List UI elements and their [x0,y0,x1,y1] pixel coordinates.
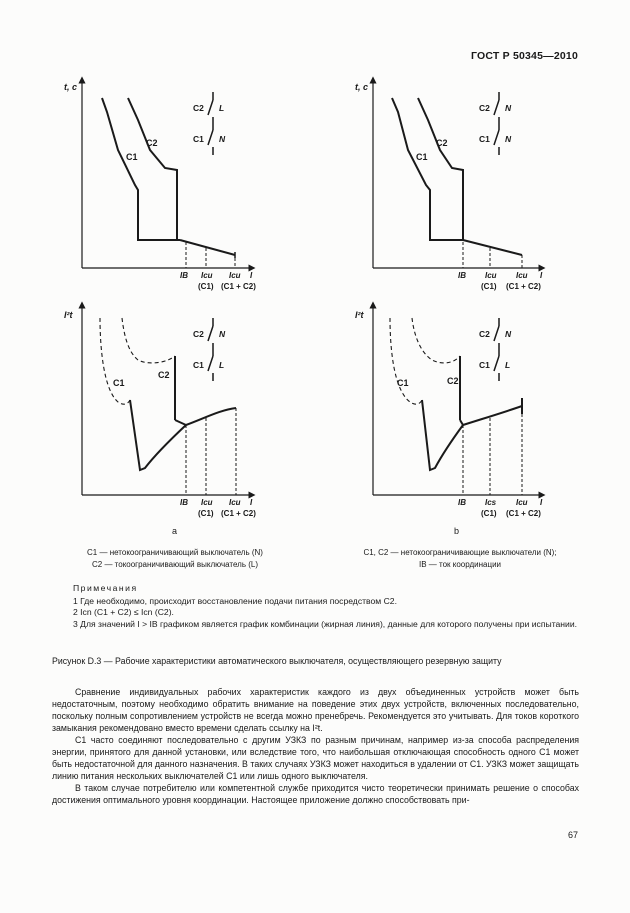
svg-text:Icu: Icu [485,271,497,280]
svg-text:N: N [219,329,226,339]
svg-text:Icu: Icu [201,498,213,507]
panel-label-b: b [454,526,460,536]
svg-text:I²t: I²t [355,310,364,320]
figure-notes [73,583,593,630]
breaker-symbol [208,92,213,155]
svg-text:L: L [219,103,225,113]
svg-text:(C1): (C1) [198,509,214,518]
panel-label-a: a [172,526,178,536]
c1-curve-label: C1 [126,152,138,162]
svg-text:IB: IB [180,271,188,280]
svg-text:C1: C1 [193,134,204,144]
svg-text:C1: C1 [113,378,125,388]
figure-caption: Рисунок D.3 — Рабочие характеристики автоматического выключателя, осуществляющего резервную защиту [52,656,502,666]
graph-i2t-left [64,305,256,536]
svg-text:N: N [505,103,512,113]
svg-text:IB: IB [458,271,466,280]
svg-text:C1: C1 [193,360,204,370]
svg-text:L: L [219,360,225,370]
svg-text:(C1): (C1) [198,282,214,291]
svg-text:N: N [505,134,512,144]
document-standard-id: ГОСТ Р 50345—2010 [470,50,578,62]
paragraph-1: Сравнение индивидуальных рабочих характеристик каждого из двух объединенных устройств может быть недостаточным, поэтому необходимо обратить внимание на поведение этих двух устройств, включенных последовательно, поскольку полным сопротивлением устройств не всегда можно пренебречь. Рекомендуется это учитывать. Для токов короткого замыкания рекомендовано вместо времени сделать ссылку на I²t. [52,687,579,733]
svg-text:I: I [540,271,543,280]
svg-text:N: N [505,329,512,339]
svg-text:t, c: t, c [355,82,369,92]
svg-text:I: I [540,498,543,507]
graph-time-current-left [64,80,256,291]
svg-text:C2: C2 [193,103,204,113]
svg-text:C2: C2 [193,329,204,339]
body-text [52,686,579,806]
svg-text:(C1): (C1) [481,509,497,518]
c2-curve-label: C2 [146,138,158,148]
svg-text:(C1 + C2): (C1 + C2) [221,509,256,518]
svg-text:Icu: Icu [516,498,528,507]
note-1: 1 Где необходимо, происходит восстановление подачи питания посредством C2. [73,595,397,606]
svg-text:C2: C2 [436,138,448,148]
svg-text:Icu: Icu [201,271,213,280]
svg-text:(C1 + C2): (C1 + C2) [221,282,256,291]
svg-text:I: I [250,498,253,507]
page-number: 67 [567,830,578,840]
notes-title: Примечания [73,583,138,593]
svg-text:(C1): (C1) [481,282,497,291]
svg-text:C2: C2 [479,329,490,339]
paragraph-3: В таком случае потребителю или компетентной службе приходится чисто теоретически принимать решение о способах достижения оптимального уровня координации. Настоящее приложение должно способствовать при- [52,783,579,805]
svg-text:C1: C1 [479,134,490,144]
svg-text:IB: IB [180,498,188,507]
note-2: 2 Icn (C1 + C2) ≤ Icn (C2). [73,607,174,617]
svg-text:Icu: Icu [516,271,528,280]
graph-i2t-right [355,305,543,536]
legend-right-line1: C1, C2 — нетокоограничивающие выключатели (N); [363,548,557,557]
legend-right-line2: IB — ток координации [418,560,502,569]
y-axis-label: t, c [64,82,78,92]
svg-text:(C1 + C2): (C1 + C2) [506,509,541,518]
svg-text:(C1 + C2): (C1 + C2) [506,282,541,291]
graph-time-current-right [355,80,543,291]
svg-text:L: L [505,360,511,370]
legend-left-line2: C2 — токоограничивающий выключатель (L) [92,560,258,569]
note-3: 3 Для значений I > IB графиком является график комбинации (жирная линия), данные для которого получены при испытании. [73,618,578,629]
svg-text:I: I [250,271,253,280]
svg-text:I²t: I²t [64,310,73,320]
paragraph-2: C1 часто соединяют последовательно с другим УЗКЗ по разным причинам, например из-за способа распределения энергии, принятого для данной установки, или вследствие того, что наибольшая отключающая способность одного C1 может быть недостаточной для данного назначения. В таких случаях УЗКЗ может находиться в удалении от C1. УЗКЗ может защищать линию питания нескольких выключателей C1 или лишь одного выключателя. [52,735,579,781]
svg-text:C2: C2 [447,376,459,386]
svg-text:Ics: Ics [485,498,497,507]
svg-text:Icu: Icu [229,271,241,280]
svg-text:C1: C1 [479,360,490,370]
svg-text:C1: C1 [416,152,428,162]
svg-text:C2: C2 [158,370,170,380]
svg-text:Icu: Icu [229,498,241,507]
svg-text:IB: IB [458,498,466,507]
legend-left-line1: C1 — нетокоограничивающий выключатель (N) [87,548,263,557]
svg-text:C1: C1 [397,378,409,388]
svg-text:C2: C2 [479,103,490,113]
svg-text:N: N [219,134,226,144]
